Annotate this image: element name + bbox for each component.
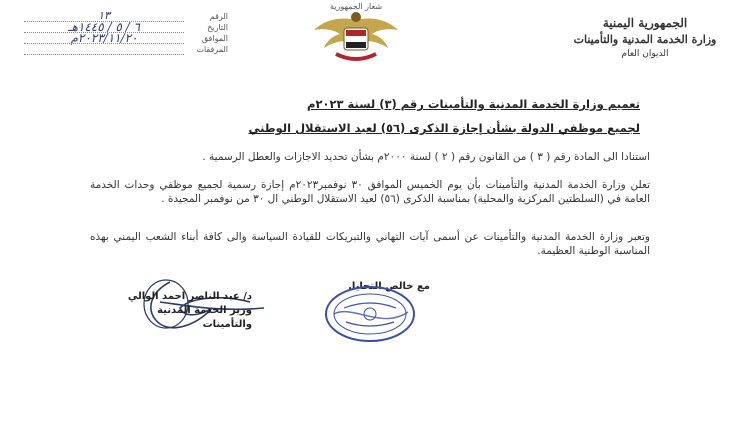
signatory-name: د/ عبد الناصر احمد الوالي	[127, 291, 252, 302]
emblem-caption: شعار الجمهورية	[329, 2, 383, 11]
closing-greeting: مع خالص التحايا.	[348, 281, 430, 292]
ref-number-label: الرقم	[209, 12, 228, 21]
signatory-title: وزير الخدمة المدنية والتأمينات	[157, 305, 252, 330]
ref-corresponding-value: ٢٠٢٣/١١/٢٠م	[70, 31, 138, 45]
paragraph-congratulations: وتعبر وزارة الخدمة المدنية والتأمينات عن أسمى آيات التهاني والتبريكات للقيادة السياسة والى كافة أبناء الشعب اليمني بهذه المناسبة الوطنية العظيمة.	[90, 231, 650, 257]
office-name: الديوان العام	[621, 49, 669, 59]
signature-block	[122, 290, 252, 332]
eagle-emblem-icon	[310, 6, 402, 66]
ref-corresponding-label: الموافق	[201, 34, 228, 43]
circular-subtitle: لجميع موظفي الدولة بشأن إجازة الذكرى (٥٦) لعيد الاستقلال الوطني	[248, 121, 640, 135]
reference-block	[18, 9, 228, 56]
ref-date-value: ٦ / ٥ / ١٤٤٥هـ	[68, 20, 140, 34]
paragraph-announcement: تعلن وزارة الخدمة المدنية والتأمينات بأن يوم الخميس الموافق ٣٠ نوفمبر٢٠٢٣م إجازة رسمية لجميع موظفي وحدات الخدمة العامة في (السلطتين المركزية والمحلية) بمناسبة الذكرى (٥٦) لعيد الاستقلال الوطني ال ٣٠ من نوفمبر المجيدة .	[90, 179, 651, 205]
ref-attachments-line	[24, 54, 184, 55]
ministry-name: وزارة الخدمة المدنية والتأمينات	[573, 33, 717, 46]
ref-attachments-label: المرفقات	[196, 45, 228, 54]
circular-title: تعميم وزارة الخدمة المدنية والتأمينات رقم (٣) لسنة ٢٠٢٣م	[307, 97, 640, 111]
ministry-header	[550, 16, 740, 59]
country-name: الجمهورية اليمنية	[602, 16, 688, 30]
ref-attachments-row	[18, 45, 228, 56]
ref-corresponding-line	[24, 43, 184, 44]
official-stamp-icon	[322, 284, 418, 344]
paragraph-legal-basis: استنادا الى المادة رقم ( ٣ ) من القانون رقم ( ٢ ) لسنة ٢٠٠٠م بشأن تحديد الاجازات والعطل الرسمية .	[202, 151, 650, 163]
ref-date-label: التاريخ	[207, 23, 228, 32]
ref-corresponding-row	[18, 31, 228, 45]
ref-number-value: ١٣	[98, 9, 110, 22]
